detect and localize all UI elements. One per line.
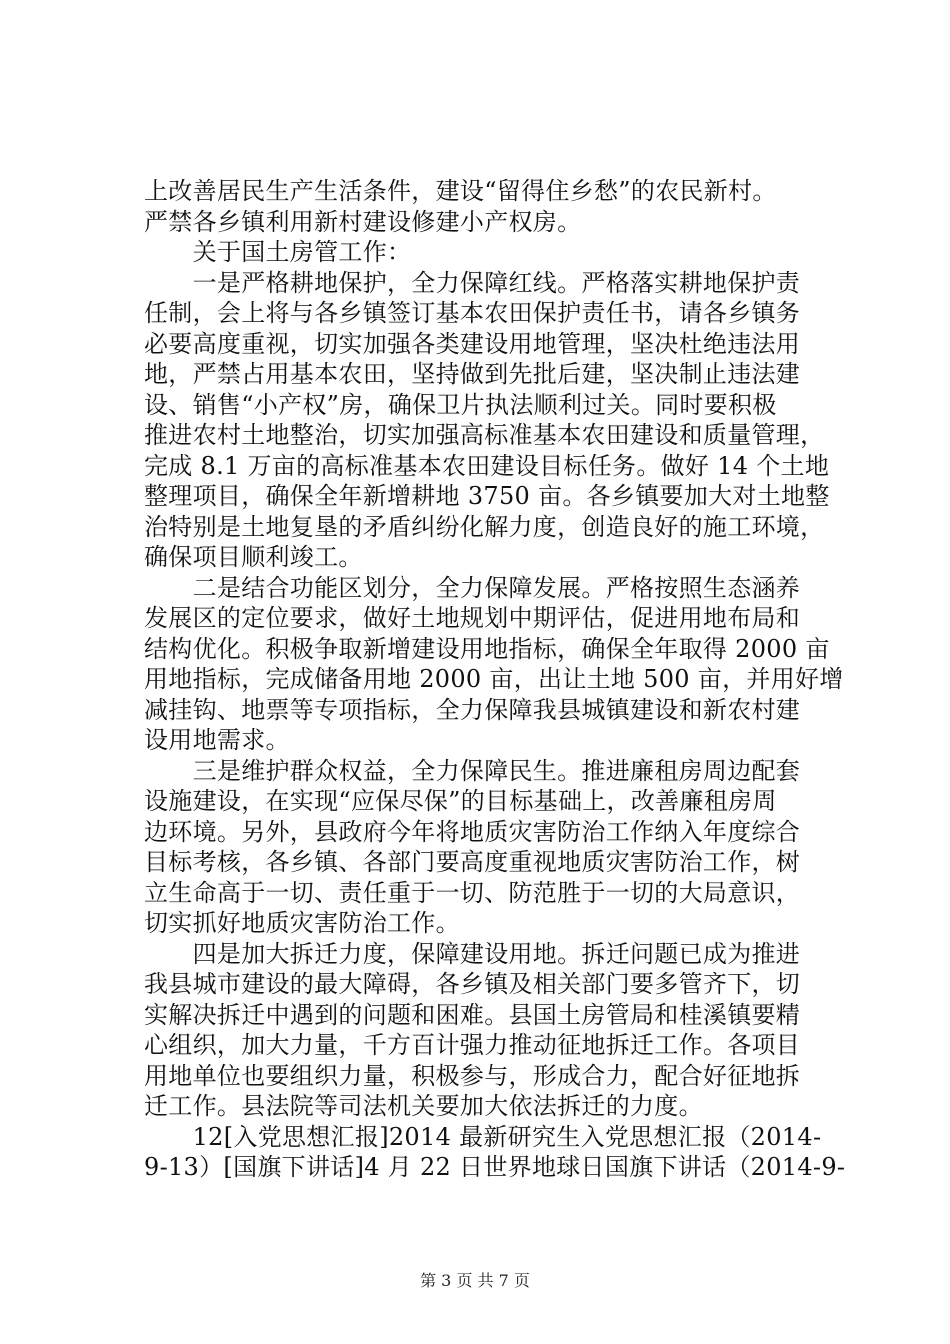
text-line: 任制，会上将与各乡镇签订基本农田保护责任书，请各乡镇务: [144, 299, 801, 327]
text-line: 严禁各乡镇利用新村建设修建小产权房。: [144, 207, 582, 236]
text-line: 12[入党思想汇报]2014 最新研究生入党思想汇报（2014-: [144, 1122, 822, 1151]
text-line: 结构优化。积极争取新增建设用地指标，确保全年取得 2000 亩: [144, 634, 830, 663]
text-line: 必要高度重视，切实加强各类建设用地管理，坚决杜绝违法用: [144, 329, 801, 358]
text-line: 设施建设，在实现“应保尽保”的目标基础上，改善廉租房周: [144, 787, 777, 815]
text-line: 治特别是土地复垦的矛盾纠纷化解力度，创造良好的施工环境，: [144, 512, 825, 541]
text-line: 切实抓好地质灾害防治工作。: [144, 909, 460, 937]
text-line: 9-13）[国旗下讲话]4 月 22 日世界地球日国旗下讲话（2014-9-: [144, 1153, 846, 1181]
section-heading: 关于国土房管工作：: [144, 238, 412, 266]
text-line: 确保项目顺利竣工。: [144, 543, 363, 571]
text-line: 边环境。另外，县政府今年将地质灾害防治工作纳入年度综合: [144, 817, 801, 846]
text-line: 目标考核，各乡镇、各部门要高度重视地质灾害防治工作，树: [144, 848, 801, 876]
document-body: [144, 176, 846, 1183]
text-line: 减挂钩、地票等专项指标，全力保障我县城镇建设和新农村建: [144, 695, 801, 724]
text-line: 我县城市建设的最大障碍，各乡镇及相关部门要多管齐下，切: [144, 970, 801, 998]
text-line: 整理项目，确保全年新增耕地 3750 亩。各乡镇要加大对土地整: [144, 482, 830, 510]
text-line: 上改善居民生产生活条件，建设“留得住乡愁”的农民新村。: [144, 177, 777, 205]
text-line: 四是加大拆迁力度，保障建设用地。拆迁问题已成为推进: [144, 939, 801, 968]
text-line: 实解决拆迁中遇到的问题和困难。县国土房管局和桂溪镇要精: [144, 1000, 801, 1029]
text-line: 心组织，加大力量，千方百计强力推动征地拆迁工作。各项目: [144, 1031, 801, 1059]
text-line: 立生命高于一切、责任重于一切、防范胜于一切的大局意识，: [144, 878, 801, 907]
text-line: 一是严格耕地保护，全力保障红线。严格落实耕地保护责: [144, 268, 801, 297]
text-line: 发展区的定位要求，做好土地规划中期评估，促进用地布局和: [144, 604, 801, 632]
text-line: 设用地需求。: [144, 726, 290, 754]
text-line: 用地单位也要组织力量，积极参与，形成合力，配合好征地拆: [144, 1061, 801, 1090]
text-line: 三是维护群众权益，全力保障民生。推进廉租房周边配套: [144, 756, 801, 785]
page-number-footer: 第 3 页 共 7 页: [420, 1271, 530, 1290]
text-line: 完成 8.1 万亩的高标准基本农田建设目标任务。做好 14 个土地: [144, 451, 830, 480]
text-line: 地，严禁占用基本农田，坚持做到先批后建，坚决制止违法建: [144, 360, 801, 388]
text-line: 推进农村土地整治，切实加强高标准基本农田建设和质量管理，: [144, 421, 825, 449]
text-line: 设、销售“小产权”房，确保卫片执法顺利过关。同时要积极: [144, 390, 777, 419]
text-line: 迁工作。县法院等司法机关要加大依法拆迁的力度。: [144, 1092, 703, 1120]
text-line: 用地指标，完成储备用地 2000 亩，出让土地 500 亩，并用好增: [144, 665, 844, 693]
text-line: 二是结合功能区划分，全力保障发展。严格按照生态涵养: [144, 573, 801, 602]
